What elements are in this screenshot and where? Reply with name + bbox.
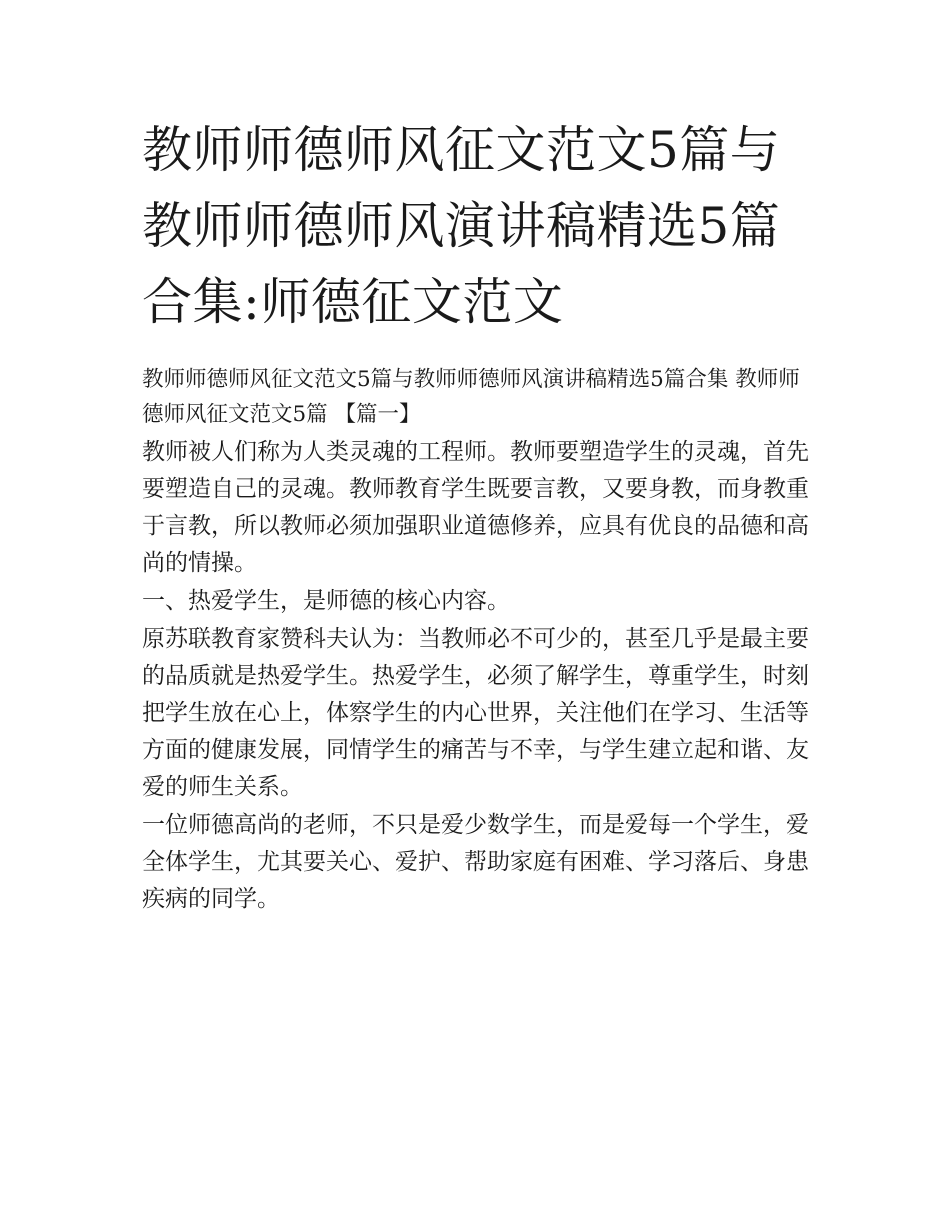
- section-heading: 一、热爱学生，是师德的核心内容。: [142, 588, 510, 614]
- body-paragraph: 一位师德高尚的老师，不只是爱少数学生，而是爱每一个学生，爱全体学生，尤其要关心、爱护、帮助家庭有困难、学习落后、身患疾病的同学。: [142, 812, 809, 912]
- body-paragraph: 教师被人们称为人类灵魂的工程师。教师要塑造学生的灵魂，首先要塑造自己的灵魂。教师教育学生既要言教，又要身教，而身教重于言教，所以教师必须加强职业道德修养，应具有优良的品德和高尚的情操。: [142, 439, 809, 576]
- body-paragraph: 原苏联教育家赞科夫认为：当教师必不可少的，甚至几乎是最主要的品质就是热爱学生。热爱学生，必须了解学生，尊重学生，时刻把学生放在心上，体察学生的内心世界，关注他们在学习、生活等方面的健康发展，同情学生的痛苦与不幸，与学生建立起和谐、友爱的师生关系。: [142, 626, 809, 800]
- document-subtitle: 教师师德师风征文范文5篇与教师师德师风演讲稿精选5篇合集 教师师德师风征文范文5篇 【篇一】: [142, 367, 800, 427]
- document-title: 教师师德师风征文范文5篇与教师师德师风演讲稿精选5篇合集:师德征文范文: [142, 121, 781, 331]
- document-page: [142, 112, 812, 918]
